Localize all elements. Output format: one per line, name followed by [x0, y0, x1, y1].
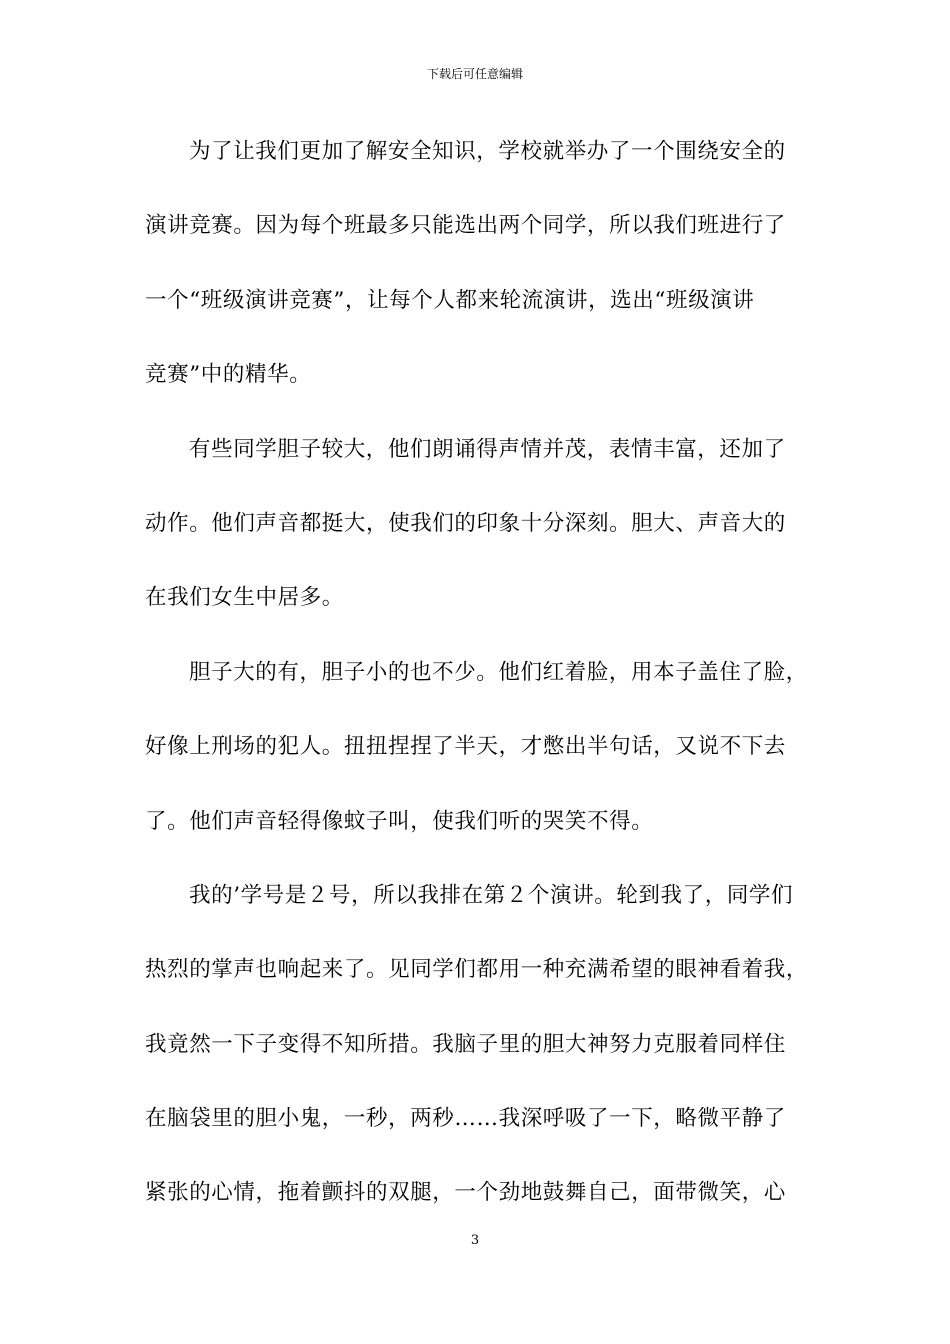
- paragraph-line: 我的’学号是２号，所以我排在第２个演讲。轮到我了，同学们: [189, 882, 794, 908]
- body-text: [145, 128, 815, 1244]
- paragraph-line: 热烈的掌声也响起来了。见同学们都用一种充满希望的眼神看着我，: [145, 957, 809, 983]
- paragraph-line: 为了让我们更加了解安全知识，学校就举办了一个围绕安全的: [189, 139, 786, 164]
- paragraph-line: 胆子大的有，胆子小的也不少。他们红着脸，用本子盖住了脸，: [189, 659, 808, 685]
- paragraph-line: 了。他们声音轻得像蚊子叫，使我们听的哭笑不得。: [145, 808, 654, 834]
- paragraph-line: 好像上刑场的犯人。扭扭捏捏了半天，才憋出半句话，又说不下去: [145, 734, 786, 760]
- paragraph-line: 动作。他们声音都挺大，使我们的印象十分深刻。胆大、声音大的: [145, 510, 786, 536]
- paragraph-line: 我竟然一下子变得不知所措。我脑子里的胆大神努力克服着同样住: [145, 1031, 786, 1057]
- page-number: 3: [470, 1233, 480, 1248]
- paragraph-line: 紧张的心情，拖着颤抖的双腿，一个劲地鼓舞自己，面带微笑，心: [145, 1180, 786, 1206]
- paragraph-line: 有些同学胆子较大，他们朗诵得声情并茂，表情丰富，还加了: [189, 436, 786, 462]
- paragraph-line: 一个“班级演讲竞赛”，让每个人都来轮流演讲，选出“班级演讲: [145, 287, 755, 313]
- paragraph-line: 竞赛”中的精华。: [145, 362, 312, 388]
- paragraph-line: 在脑袋里的胆小鬼，一秒，两秒……我深呼吸了一下，略微平静了: [145, 1106, 786, 1132]
- paragraph-line: 演讲竞赛。因为每个班最多只能选出两个同学，所以我们班进行了: [145, 213, 786, 239]
- paragraph-line: 在我们女生中居多。: [145, 585, 344, 611]
- page-header: 下载后可任意编辑: [426, 67, 523, 81]
